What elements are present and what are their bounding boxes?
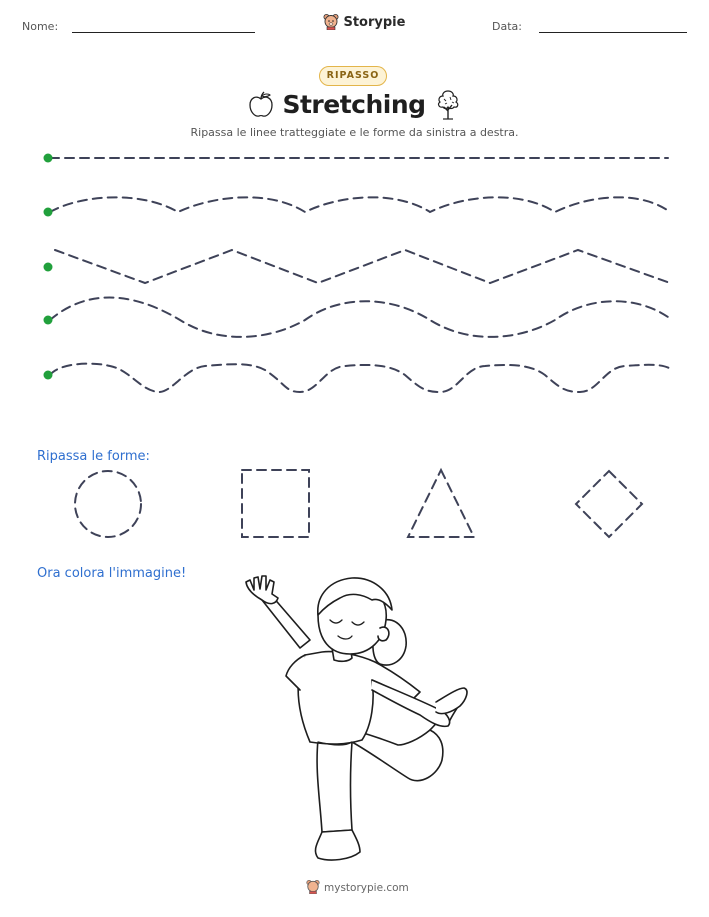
tracing-shapes[interactable] (60, 462, 660, 546)
start-dot-3 (44, 263, 53, 272)
review-badge: RIPASSO (319, 66, 387, 86)
brand-name: Storypie (343, 15, 406, 30)
shapes-section-label: Ripassa le forme: (37, 449, 150, 464)
tracing-line-zigzag (55, 250, 670, 283)
shape-triangle (408, 470, 474, 537)
instructions: Ripassa le linee tratteggiate e le forme da sinistra a destra. (190, 126, 519, 139)
start-dot-4 (44, 316, 53, 325)
shape-diamond (576, 471, 642, 537)
page-title: Stretching (282, 90, 426, 119)
storypie-bear-icon (323, 13, 339, 30)
name-label: Nome: (22, 20, 59, 33)
tracing-line-wave-2 (50, 298, 672, 337)
start-dot-5 (44, 371, 53, 380)
shape-square (242, 470, 309, 537)
tree-icon (434, 89, 462, 121)
start-dot-2 (44, 208, 53, 217)
storypie-logo (323, 13, 405, 31)
shape-circle (75, 471, 141, 537)
name-field[interactable] (72, 32, 255, 33)
tracing-lines[interactable] (0, 140, 709, 400)
storypie-bear-icon-footer (306, 879, 320, 894)
footer-logo (306, 879, 320, 899)
date-label: Data: (492, 20, 522, 33)
start-dot-1 (44, 154, 53, 163)
girl-stretching-illustration[interactable] (235, 568, 475, 868)
coloring-section-label: Ora colora l'immagine! (37, 566, 187, 581)
footer-url[interactable]: mystorypie.com (324, 882, 409, 894)
tracing-line-wave (50, 197, 670, 212)
tracing-line-bumps (50, 364, 672, 392)
date-field[interactable] (539, 32, 687, 33)
